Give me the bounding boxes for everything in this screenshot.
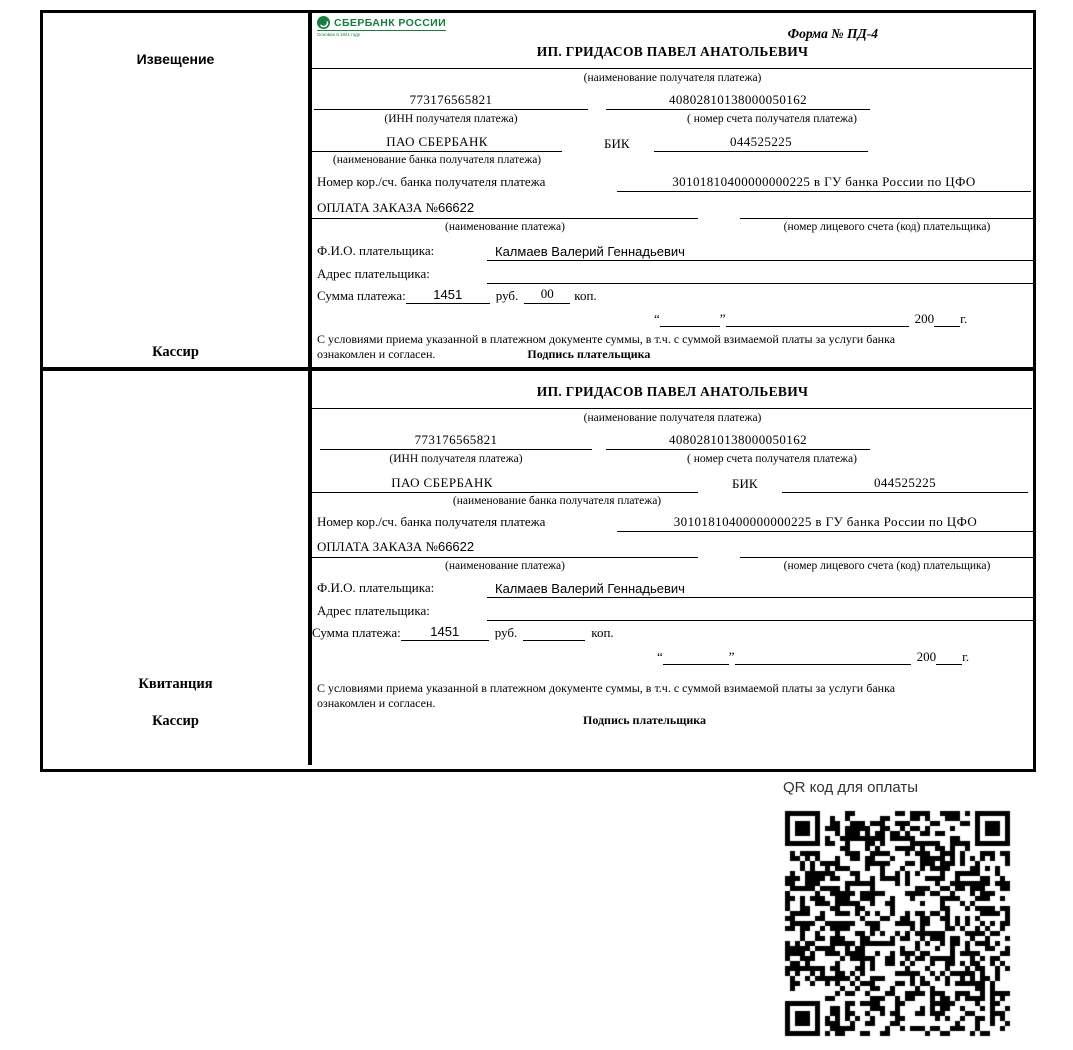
- address-label: Адрес плательщика:: [317, 266, 430, 281]
- corr-account-value: 30101810400000000225 в ГУ банка России по ЦФО: [617, 171, 1031, 192]
- year-blank: [936, 648, 962, 665]
- quote-open: “: [657, 649, 663, 664]
- rub-label: руб.: [495, 288, 519, 303]
- kop-label: коп.: [574, 288, 597, 303]
- purpose-prefix: ОПЛАТА ЗАКАЗА №: [317, 539, 438, 554]
- quote-close: ”: [728, 649, 735, 664]
- hint-bank: (наименование банка получателя платежа): [332, 154, 542, 166]
- date-day-blank: [663, 648, 729, 665]
- rub-label: руб.: [494, 625, 518, 640]
- date-day-blank: [660, 310, 720, 327]
- address-line: [487, 600, 1034, 621]
- bik-label: БИК: [732, 476, 758, 491]
- payer-label: Ф.И.О. плательщика:: [317, 243, 435, 258]
- hint-inn: (ИНН получателя платежа): [384, 113, 518, 125]
- sberbank-logo: [317, 16, 446, 37]
- purpose-underline: [312, 538, 698, 558]
- sberbank-logo-icon: [317, 16, 330, 29]
- receipt-stub: [43, 371, 312, 765]
- brand-tagline: Основан в 1841 году: [317, 32, 361, 37]
- personal-account-underline: [740, 199, 1034, 219]
- year-suffix: г.: [962, 649, 970, 664]
- year-prefix: 200: [914, 311, 935, 326]
- account-value: 40802810138000050162: [606, 90, 870, 110]
- account-value: 40802810138000050162: [606, 430, 870, 450]
- date-line: [654, 310, 967, 327]
- qr-code: [781, 807, 1014, 1040]
- address-line: [487, 263, 1034, 284]
- inn-value: 773176565821: [320, 430, 592, 450]
- stub-notice-label: Извещение: [136, 51, 215, 67]
- bik-value: 044525225: [782, 472, 1028, 493]
- hint-bank: (наименование банка получателя платежа): [452, 495, 662, 507]
- stub-cashier-label: Кассир: [152, 344, 199, 360]
- corr-account-label: Номер кор./сч. банка получателя платежа: [317, 174, 546, 189]
- agreement-line1: С условиями приема указанной в платежном документе суммы, в т.ч. с суммой взимаемой платы за услуги банка: [317, 681, 896, 695]
- payer-value: Калмаев Валерий Геннадьевич: [487, 577, 1034, 598]
- hint-personal-account: (номер лицевого счета (код) плательщика): [783, 221, 991, 233]
- hint-purpose: (наименование платежа): [445, 221, 565, 233]
- purpose-underline: [312, 199, 698, 219]
- recipient-name: ИП. ГРИДАСОВ ПАВЕЛ АНАТОЛЬЕВИЧ: [536, 44, 809, 59]
- recipient-name: ИП. ГРИДАСОВ ПАВЕЛ АНАТОЛЬЕВИЧ: [536, 384, 809, 399]
- agreement-text: [317, 681, 972, 728]
- hint-account: ( номер счета получателя платежа): [687, 113, 857, 125]
- purpose-prefix: ОПЛАТА ЗАКАЗА №: [317, 200, 438, 215]
- personal-account-underline: [740, 538, 1034, 558]
- agreement-line1: С условиями приема указанной в платежном документе суммы, в т.ч. с суммой взимаемой платы за услуги банка: [317, 332, 896, 346]
- corr-account-label: Номер кор./сч. банка получателя платежа: [317, 514, 546, 529]
- stub-cashier-label: Кассир: [152, 713, 199, 729]
- quote-open: “: [654, 311, 660, 326]
- notice-form-body: [312, 13, 1033, 367]
- agreement-consent: ознакомлен и согласен.: [317, 347, 436, 361]
- bank-name-value: ПАО СБЕРБАНК: [312, 132, 562, 152]
- kop-label: коп.: [591, 625, 614, 640]
- signature-label: Подпись плательщика: [583, 713, 706, 727]
- amount-rub-value: 1451: [406, 287, 490, 304]
- notice-section: [43, 13, 1033, 371]
- address-label: Адрес плательщика:: [317, 603, 430, 618]
- hint-recipient: (наименование получателя платежа): [583, 72, 762, 84]
- payment-form: [40, 10, 1036, 772]
- agreement-text: [317, 332, 972, 362]
- inn-value: 773176565821: [314, 90, 588, 110]
- hint-account: ( номер счета получателя платежа): [687, 453, 857, 465]
- amount-label: Сумма платежа:: [312, 625, 401, 640]
- bank-underline: [312, 472, 698, 493]
- bank-name-value: ПАО СБЕРБАНК: [391, 475, 493, 490]
- qr-caption: QR код для оплаты: [783, 779, 919, 796]
- quote-close: ”: [719, 311, 726, 326]
- order-number: 66622: [437, 200, 475, 215]
- date-line: [657, 648, 969, 665]
- form-number: Форма № ПД-4: [787, 26, 878, 41]
- receipt-form-body: [312, 371, 1033, 765]
- payer-label: Ф.И.О. плательщика:: [317, 580, 435, 595]
- receipt-section: [43, 371, 1033, 765]
- agreement-line2: [317, 347, 972, 362]
- amount-row: [317, 287, 597, 304]
- year-blank: [934, 310, 960, 327]
- year-suffix: г.: [960, 311, 968, 326]
- signature-label: Подпись плательщика: [527, 347, 651, 361]
- payer-value: Калмаев Валерий Геннадьевич: [487, 240, 1034, 261]
- agreement-line2: ознакомлен и согласен.: [317, 696, 436, 710]
- hint-recipient: (наименование получателя платежа): [583, 412, 762, 424]
- corr-account-value: 30101810400000000225 в ГУ банка России по ЦФО: [617, 511, 1034, 532]
- amount-kop-value: [523, 624, 585, 641]
- stub-receipt-label: Квитанция: [138, 676, 213, 692]
- hint-inn: (ИНН получателя платежа): [389, 453, 523, 465]
- amount-kop-value: 00: [524, 287, 570, 304]
- order-number: 66622: [437, 539, 475, 554]
- year-prefix: 200: [916, 649, 937, 664]
- recipient-underline: [312, 68, 1032, 69]
- date-month-blank: [726, 310, 909, 327]
- notice-stub: [43, 13, 312, 367]
- date-month-blank: [735, 648, 911, 665]
- brand-name: СБЕРБАНК РОССИИ: [334, 16, 447, 29]
- recipient-underline: [312, 408, 1032, 409]
- amount-row: [312, 624, 614, 641]
- amount-label: Сумма платежа:: [317, 288, 406, 303]
- hint-personal-account: (номер лицевого счета (код) плательщика): [783, 560, 991, 572]
- hint-purpose: (наименование платежа): [445, 560, 565, 572]
- amount-rub-value: 1451: [401, 624, 489, 641]
- bik-label: БИК: [604, 136, 630, 151]
- bik-value: 044525225: [654, 132, 868, 152]
